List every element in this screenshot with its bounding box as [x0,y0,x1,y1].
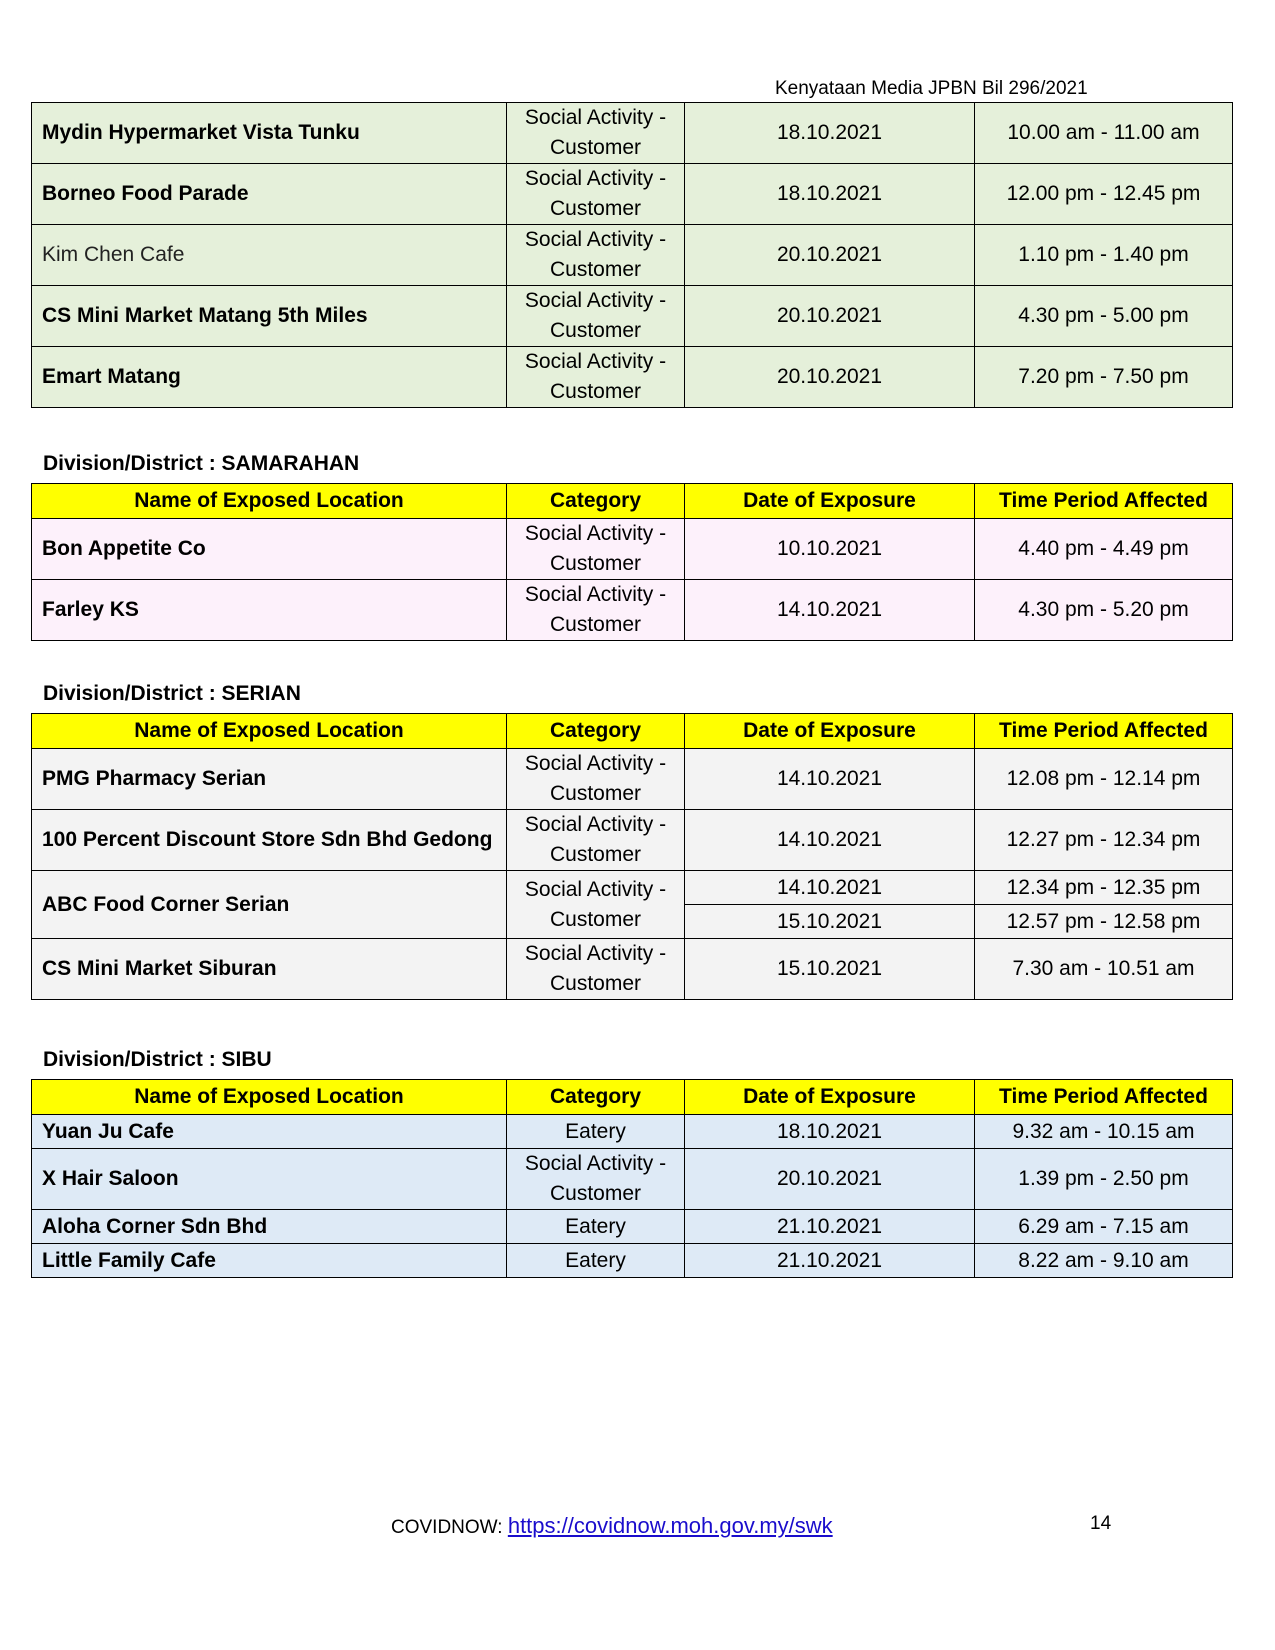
category-cell: Eatery [507,1210,685,1244]
location-cell: X Hair Saloon [32,1149,507,1210]
category-cell: Social Activity - Customer [507,749,685,810]
time-cell: 1.39 pm - 2.50 pm [975,1149,1233,1210]
column-header-location: Name of Exposed Location [32,714,507,749]
footer-label: COVIDNOW: [391,1517,508,1538]
category-cell: Social Activity - Customer [507,103,685,164]
table-row [32,1149,1233,1210]
table-row [32,580,1233,641]
date-cell: 20.10.2021 [685,286,975,347]
date-cell: 21.10.2021 [685,1244,975,1278]
column-header-category: Category [507,714,685,749]
time-cell: 4.30 pm - 5.00 pm [975,286,1233,347]
location-cell: Mydin Hypermarket Vista Tunku [32,103,507,164]
footer [391,1513,833,1539]
time-cell: 7.30 am - 10.51 am [975,939,1233,1000]
time-cell: 8.22 am - 9.10 am [975,1244,1233,1278]
time-cell: 12.27 pm - 12.34 pm [975,810,1233,871]
location-cell: Little Family Cafe [32,1244,507,1278]
category-cell: Social Activity - Customer [507,810,685,871]
table-row [32,1244,1233,1278]
section-title-samarahan: Division/District : SAMARAHAN [43,452,360,475]
section-title-serian: Division/District : SERIAN [43,682,301,705]
category-cell: Eatery [507,1115,685,1149]
location-cell: CS Mini Market Siburan [32,939,507,1000]
column-header-category: Category [507,1080,685,1115]
table-header-row [32,714,1233,749]
time-cell: 1.10 pm - 1.40 pm [975,225,1233,286]
category-cell: Social Activity - Customer [507,939,685,1000]
date-cell: 14.10.2021 [685,749,975,810]
table-row [32,164,1233,225]
exposure-table-continued [31,102,1233,408]
exposure-table-samarahan [31,483,1233,641]
date-cell: 14.10.2021 [685,871,975,905]
date-cell: 14.10.2021 [685,580,975,641]
column-header-time: Time Period Affected [975,484,1233,519]
column-header-time: Time Period Affected [975,1080,1233,1115]
time-cell: 12.08 pm - 12.14 pm [975,749,1233,810]
page-header-reference: Kenyataan Media JPBN Bil 296/2021 [775,78,1088,99]
table-header-row [32,484,1233,519]
date-cell: 15.10.2021 [685,905,975,939]
date-cell: 10.10.2021 [685,519,975,580]
location-cell: Kim Chen Cafe [32,225,507,286]
location-cell: Emart Matang [32,347,507,408]
category-cell: Social Activity - Customer [507,1149,685,1210]
category-cell: Social Activity - Customer [507,347,685,408]
time-cell: 4.30 pm - 5.20 pm [975,580,1233,641]
location-cell: Aloha Corner Sdn Bhd [32,1210,507,1244]
table-row [32,1210,1233,1244]
page-number: 14 [1090,1513,1112,1534]
time-cell: 12.00 pm - 12.45 pm [975,164,1233,225]
table-row [32,810,1233,871]
table-row [32,225,1233,286]
exposure-table-serian [31,713,1233,1000]
time-cell: 12.34 pm - 12.35 pm [975,871,1233,905]
date-cell: 20.10.2021 [685,347,975,408]
column-header-category: Category [507,484,685,519]
table-row [32,1115,1233,1149]
category-cell: Social Activity - Customer [507,580,685,641]
time-cell: 4.40 pm - 4.49 pm [975,519,1233,580]
time-cell: 9.32 am - 10.15 am [975,1115,1233,1149]
category-cell: Social Activity - Customer [507,286,685,347]
table-row [32,347,1233,408]
category-cell: Social Activity - Customer [507,519,685,580]
exposure-table-sibu [31,1079,1233,1278]
table-row [32,286,1233,347]
location-cell: CS Mini Market Matang 5th Miles [32,286,507,347]
date-cell: 14.10.2021 [685,810,975,871]
table-row [32,749,1233,810]
category-cell: Eatery [507,1244,685,1278]
section-title-sibu: Division/District : SIBU [43,1048,272,1071]
column-header-location: Name of Exposed Location [32,484,507,519]
time-cell: 6.29 am - 7.15 am [975,1210,1233,1244]
table-row [32,939,1233,1000]
column-header-date: Date of Exposure [685,714,975,749]
location-cell: Borneo Food Parade [32,164,507,225]
date-cell: 20.10.2021 [685,225,975,286]
time-cell: 10.00 am - 11.00 am [975,103,1233,164]
column-header-time: Time Period Affected [975,714,1233,749]
column-header-location: Name of Exposed Location [32,1080,507,1115]
location-cell: 100 Percent Discount Store Sdn Bhd Gedong [32,810,507,871]
date-cell: 18.10.2021 [685,103,975,164]
date-cell: 18.10.2021 [685,164,975,225]
table-row [32,519,1233,580]
location-cell: Bon Appetite Co [32,519,507,580]
table-row [32,871,1233,905]
date-cell: 20.10.2021 [685,1149,975,1210]
time-cell: 12.57 pm - 12.58 pm [975,905,1233,939]
date-cell: 18.10.2021 [685,1115,975,1149]
location-cell: Yuan Ju Cafe [32,1115,507,1149]
table-row [32,103,1233,164]
date-cell: 21.10.2021 [685,1210,975,1244]
category-cell: Social Activity - Customer [507,225,685,286]
column-header-date: Date of Exposure [685,484,975,519]
column-header-date: Date of Exposure [685,1080,975,1115]
location-cell: Farley KS [32,580,507,641]
table-header-row [32,1080,1233,1115]
category-cell: Social Activity - Customer [507,164,685,225]
covidnow-link[interactable]: https://covidnow.moh.gov.my/swk [507,1513,833,1538]
location-cell: PMG Pharmacy Serian [32,749,507,810]
category-cell: Social Activity - Customer [507,871,685,939]
time-cell: 7.20 pm - 7.50 pm [975,347,1233,408]
date-cell: 15.10.2021 [685,939,975,1000]
location-cell: ABC Food Corner Serian [32,871,507,939]
